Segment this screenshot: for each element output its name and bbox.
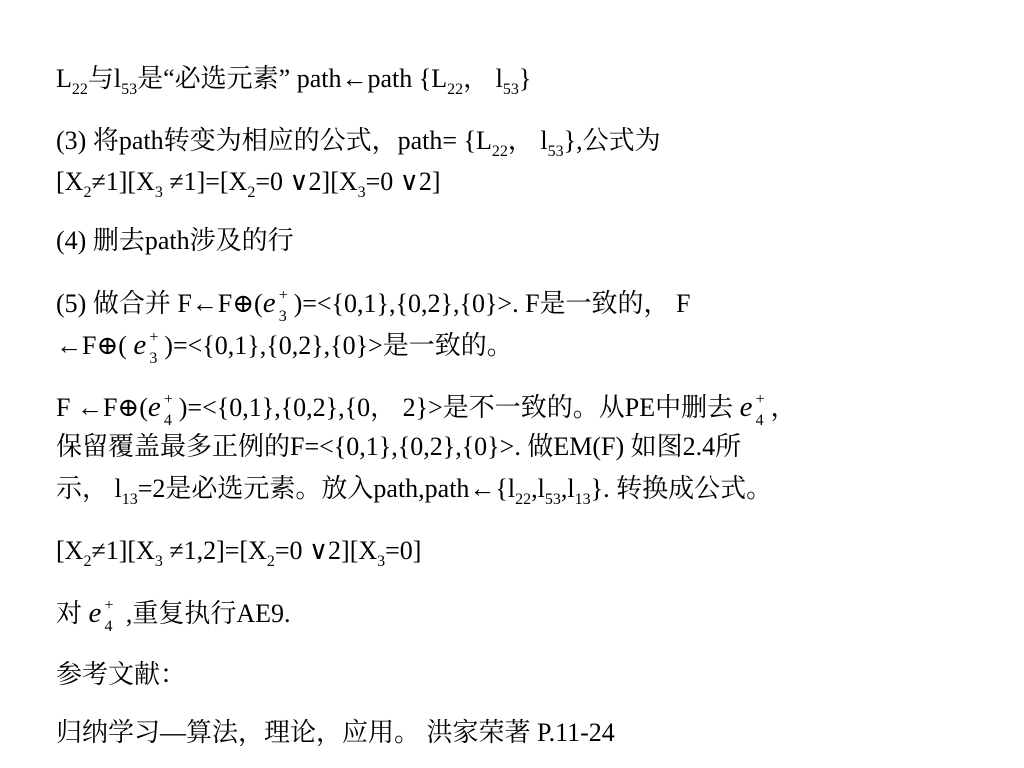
- e-variable: e + 4: [148, 392, 179, 422]
- line-2: [56, 126, 661, 160]
- line-3: [56, 167, 441, 201]
- line-8: [56, 432, 741, 462]
- line-9: [56, 474, 772, 508]
- text-run: 对: [56, 599, 89, 628]
- text-run: )=<{0,1},{0,2},{0， 2}>是不一致的。从PE中删去: [178, 393, 740, 422]
- subscript: 22: [447, 81, 464, 98]
- subscript: 53: [121, 81, 138, 98]
- line-13: [56, 718, 615, 748]
- subscript: 53: [547, 143, 564, 160]
- line-7: [56, 391, 797, 429]
- line-4: [56, 226, 294, 256]
- subscript: 3: [357, 184, 366, 201]
- text-run: 归纳学习—算法，理论，应用。 洪家荣著 P.11-24: [56, 718, 615, 747]
- e-superscript: +: [163, 391, 173, 408]
- text-run: ，: [770, 393, 797, 422]
- text-run: =0]: [385, 536, 422, 565]
- e-superscript: +: [278, 287, 288, 304]
- line-10: [56, 536, 421, 570]
- text-run: ≠1,2]=[X: [162, 536, 267, 565]
- e-subscript: 4: [163, 412, 172, 429]
- subscript: 53: [544, 491, 561, 508]
- e-superscript: +: [755, 391, 765, 408]
- e-variable: e + 4: [89, 598, 120, 628]
- subscript: 3: [154, 553, 163, 570]
- subscript: 2: [83, 184, 92, 201]
- text-run: )=<{0,1},{0,2},{0}>是一致的。: [164, 331, 513, 360]
- e-variable: e + 3: [133, 330, 164, 360]
- text-run: (3) 将path转变为相应的公式，path= {L: [56, 126, 492, 155]
- text-run: (4) 删去path涉及的行: [56, 226, 294, 255]
- e-variable: e + 3: [263, 288, 294, 318]
- text-run: }: [518, 64, 532, 93]
- text-run: 参考文献：: [56, 660, 187, 689]
- text-run: ←F⊕(: [56, 331, 134, 360]
- text-run: =0 ∨2][X: [255, 167, 358, 196]
- subscript: 3: [154, 184, 163, 201]
- line-5: [56, 287, 691, 325]
- text-run: ,l: [531, 474, 545, 503]
- text-run: [X: [56, 536, 84, 565]
- text-run: 保留覆盖最多正例的F=<{0,1},{0,2},{0}>. 做EM(F) 如图2.4所: [56, 432, 742, 461]
- subscript: 3: [377, 553, 386, 570]
- text-run: F ←F⊕(: [56, 393, 148, 422]
- e-subscript: 3: [278, 308, 287, 325]
- subscript: 53: [502, 81, 519, 98]
- text-run: (5) 做合并 F←F⊕(: [56, 289, 263, 318]
- text-run: =0 ∨2]: [365, 167, 441, 196]
- subscript: 22: [71, 81, 88, 98]
- text-run: ,重复执行AE9.: [119, 599, 291, 628]
- text-run: }. 转换成公式。: [590, 474, 773, 503]
- subscript: 22: [491, 143, 508, 160]
- text-run: ,l: [560, 474, 575, 503]
- subscript: 2: [83, 553, 92, 570]
- text-run: )=<{0,1},{0,2},{0}>. F是一致的， F: [293, 289, 691, 318]
- subscript: 2: [247, 184, 256, 201]
- text-run: =2是必选元素。放入path,path←{l: [137, 474, 516, 503]
- e-subscript: 4: [104, 618, 113, 635]
- subscript: 2: [266, 553, 275, 570]
- text-run: 与l: [87, 64, 122, 93]
- line-12: [56, 660, 186, 690]
- subscript: 13: [574, 491, 591, 508]
- subscript: 13: [121, 491, 138, 508]
- text-run: ≠1][X: [91, 536, 155, 565]
- line-1: [56, 64, 531, 98]
- e-superscript: +: [149, 329, 159, 346]
- e-variable: e + 4: [740, 392, 771, 422]
- text-run: ， l: [463, 64, 503, 93]
- text-run: 是“必选元素” path←path {L: [137, 64, 448, 93]
- e-subscript: 3: [149, 350, 158, 367]
- e-superscript: +: [104, 597, 114, 614]
- text-run: },公式为: [563, 126, 661, 155]
- text-run: ≠1]=[X: [162, 167, 248, 196]
- e-subscript: 4: [755, 412, 764, 429]
- text-run: [X: [56, 167, 84, 196]
- subscript: 22: [515, 491, 532, 508]
- text-run: 示， l: [56, 474, 122, 503]
- line-6: [56, 329, 513, 367]
- line-11: [56, 597, 291, 635]
- text-run: =0 ∨2][X: [274, 536, 378, 565]
- text-run: L: [56, 64, 72, 93]
- text-run: ≠1][X: [91, 167, 155, 196]
- text-run: ， l: [507, 126, 548, 155]
